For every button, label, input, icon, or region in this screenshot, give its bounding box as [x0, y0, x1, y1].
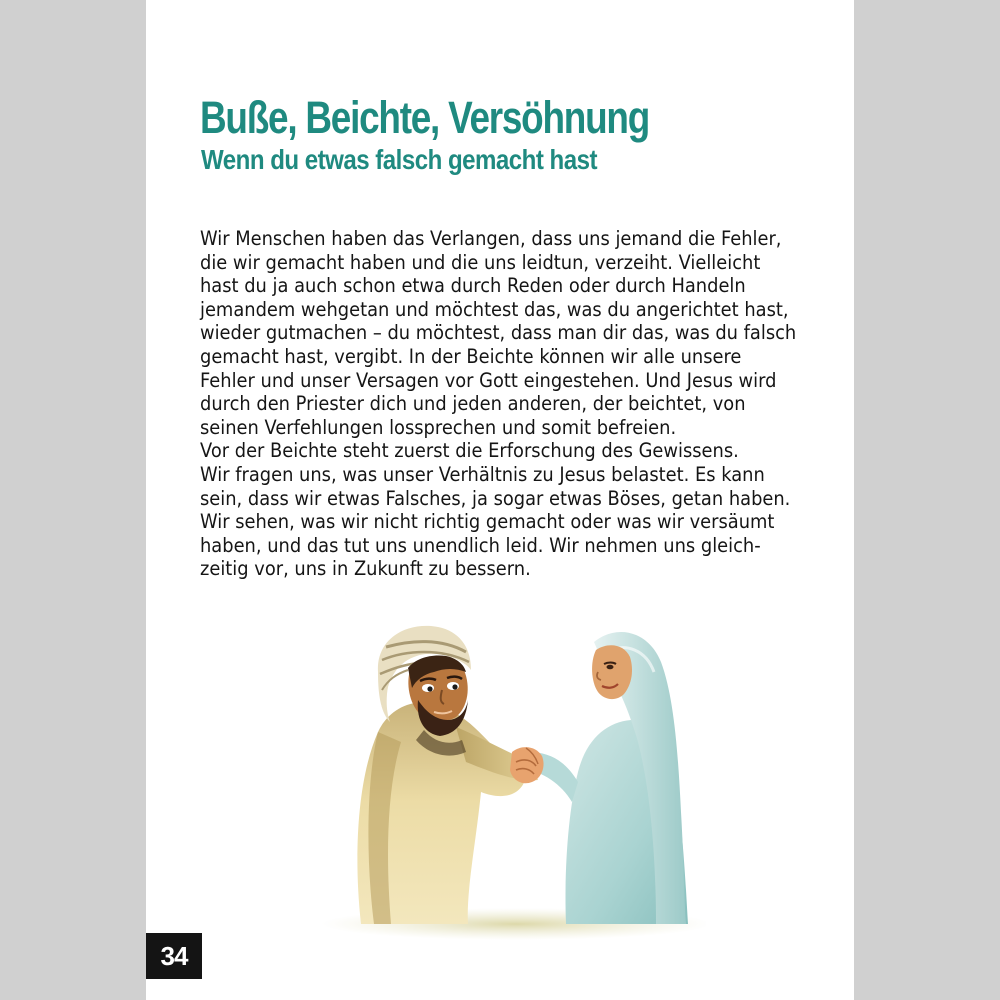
body-line: Vor der Beichte steht zuerst die Erforschung des Gewissens. [200, 439, 739, 463]
page-title: Buße, Beichte, Versöhnung [200, 92, 650, 143]
body-line: wieder gutmachen – du möchtest, dass man dir das, was du falsch [200, 321, 797, 345]
body-line: Wir sehen, was wir nicht richtig gemacht oder was wir versäumt [200, 510, 775, 534]
body-line: jemandem wehgetan und möchtest das, was du angerichtet hast, [200, 297, 789, 321]
clasped-hands [510, 747, 544, 783]
body-line: Fehler und unser Versagen vor Gott eingestehen. Und Jesus wird [200, 368, 777, 392]
body-line: gemacht hast, vergibt. In der Beichte können wir alle unsere [200, 344, 742, 368]
body-line: die wir gemacht haben und die uns leidtun, verzeiht. Vielleicht [200, 250, 761, 274]
page-number: 34 [146, 933, 202, 979]
body-line: hast du ja auch schon etwa durch Reden oder durch Handeln [200, 274, 746, 298]
man-figure [357, 626, 538, 924]
body-line: sein, dass wir etwas Falsches, ja sogar etwas Böses, getan haben. [200, 486, 791, 510]
body-line: zeitig vor, uns in Zukunft zu bessern. [200, 557, 531, 581]
body-paragraph [200, 227, 840, 581]
body-line: seinen Verfehlungen lossprechen und somit befreien. [200, 415, 677, 439]
reconciliation-illustration [316, 612, 706, 942]
woman-figure [521, 632, 688, 924]
body-line: haben, und das tut uns unendlich leid. Wir nehmen uns gleich- [200, 533, 761, 557]
book-page [146, 0, 854, 1000]
body-line: Wir fragen uns, was unser Verhältnis zu Jesus belastet. Es kann [200, 462, 765, 486]
body-line: durch den Priester dich und jeden anderen, der beichtet, von [200, 392, 746, 416]
body-line: Wir Menschen haben das Verlangen, dass uns jemand die Fehler, [200, 227, 782, 250]
page-subtitle: Wenn du etwas falsch gemacht hast [201, 144, 598, 175]
